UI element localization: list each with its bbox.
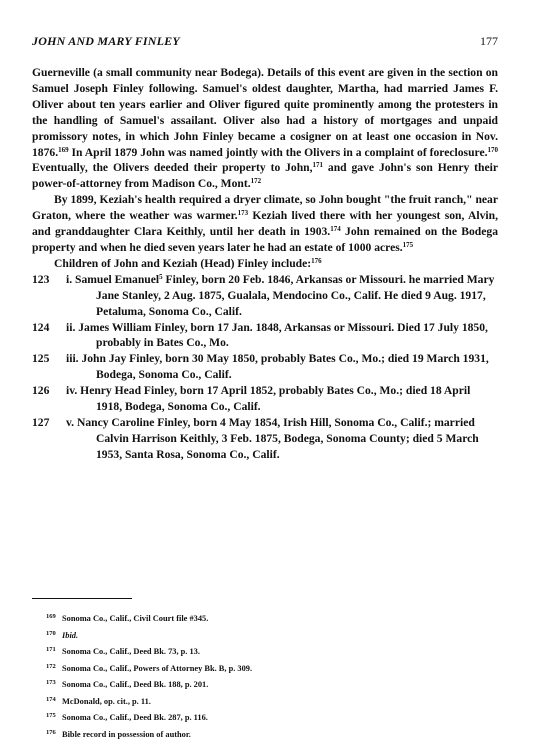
footnote: [46, 693, 486, 710]
child-entry: [32, 272, 498, 320]
entry-number: 123: [32, 272, 50, 286]
paragraph-2-text-c: John remained on the Bodega property and when he died seven years later he had an estate of 1000 acres.: [32, 225, 498, 254]
footnote-text: Ibid.: [62, 630, 79, 640]
footnote-mark: 170: [46, 629, 56, 637]
footnote-mark: 173: [46, 679, 56, 686]
entry-text-b: Finley, born 20 Feb. 1846, Arkansas or Missouri. he married Mary Jane Stanley, 2 Aug. 1875, Gualala, Mendocino Co., Calif. He died 9 Aug. 1917, Petaluma, Sonoma Co., Calif.: [96, 272, 495, 318]
footnote-ref: 174: [330, 225, 341, 234]
child-entry: [32, 383, 498, 415]
page-number: 177: [480, 34, 498, 48]
footnote-ref: 172: [250, 177, 262, 186]
children-intro-text: Children of John and Keziah (Head) Finley include:: [54, 256, 312, 270]
footnote-mark: 171: [46, 646, 56, 653]
entry-text: iv. Henry Head Finley, born 17 April 1852, probably Bates Co., Mo.; died 18 April 1918, Bodega, Sonoma Co., Calif.: [66, 384, 471, 414]
entry-number: 126: [32, 384, 50, 398]
footnote-ref: 176: [311, 256, 322, 265]
footnote: [46, 726, 486, 743]
entry-number: 125: [32, 352, 50, 366]
entry-text: [66, 272, 498, 320]
footnote-ref: 171: [312, 161, 324, 170]
footnote-text: Sonoma Co., Calif., Civil Court file #345.: [62, 614, 209, 623]
footnote-text: Sonoma Co., Calif., Deed Bk. 73, p. 13.: [62, 647, 200, 656]
footnotes: [46, 610, 486, 742]
superscript-mark: 5: [159, 272, 163, 281]
footnote-ref: 175: [402, 240, 414, 249]
footnote: [46, 676, 486, 693]
entry-text-a: i. Samuel Emanuel: [66, 272, 160, 286]
footnote: [46, 627, 486, 644]
running-title: JOHN AND MARY FINLEY: [32, 34, 180, 48]
page-header: [32, 34, 498, 50]
footnote: [46, 709, 486, 726]
footnote-mark: 175: [46, 712, 56, 719]
footnote-mark: 176: [46, 728, 56, 736]
paragraph-1: [32, 65, 498, 192]
main-text: [32, 65, 498, 463]
footnote: [46, 643, 486, 660]
footnote-mark: 174: [46, 695, 56, 703]
footnote-mark: 172: [46, 662, 56, 670]
paragraph-1-text-a: Guerneville (a small community near Bodega). Details of this event are given in the section on Samuel Joseph Finley following. Samuel's oldest daughter, Martha, had married James F. Oliver about ten years earlier and Oliver figured quite prominently among the protesters in the handling of Samuel's assailant. Oliver also had a history of mortgages and unpaid promissory notes, in which John Finley became a cosigner on at least one occasion in Nov. 1876.: [32, 66, 498, 159]
footnote: [46, 610, 486, 627]
paragraph-2-text-b: Keziah lived there with her youngest son, Alvin, and granddaughter Clara Keithly, until her death in 1903.: [32, 209, 498, 239]
footnote: [46, 660, 486, 677]
footnote-text: Bible record in possession of author.: [62, 729, 191, 739]
paragraph-2-text-a: By 1899, Keziah's health required a dryer climate, so John bought "the fruit ranch," near Graton, where the weather was warmer.: [32, 193, 498, 223]
entry-number: 127: [32, 415, 50, 429]
footnote-text: Sonoma Co., Calif., Powers of Attorney Bk. B, p. 309.: [62, 663, 253, 673]
footnote-mark: 169: [46, 613, 56, 620]
footnote-ref: 170: [487, 145, 498, 154]
footnote-text: Sonoma Co., Calif., Deed Bk. 287, p. 116.: [62, 713, 208, 722]
paragraph-1-text-c: Eventually, the Olivers deeded their property to John,: [32, 161, 313, 175]
footnote-text: Sonoma Co., Calif., Deed Bk. 188, p. 201.: [62, 680, 209, 689]
entry-text: ii. James William Finley, born 17 Jan. 1848, Arkansas or Missouri. Died 17 July 1850, probably in Bates Co., Mo.: [66, 320, 488, 350]
child-entry: [32, 415, 498, 463]
children-intro: [32, 256, 498, 272]
child-entry: [32, 320, 498, 352]
child-entry: [32, 351, 498, 383]
paragraph-2: [32, 192, 498, 256]
paragraph-1-text-d: and gave John's son Henry their power-of-attorney from Madison Co., Mont.: [32, 161, 498, 191]
footnote-divider: [32, 598, 132, 599]
entry-number: 124: [32, 320, 50, 334]
footnote-ref: 169: [58, 145, 69, 154]
footnote-ref: 173: [237, 209, 249, 218]
footnote-text: McDonald, op. cit., p. 11.: [62, 696, 151, 706]
entry-text: iii. John Jay Finley, born 30 May 1850, probably Bates Co., Mo.; died 19 March 1931, Bodega, Sonoma Co., Calif.: [66, 352, 489, 382]
paragraph-1-text-b: In April 1879 John was named jointly with the Olivers in a complaint of foreclosure.: [68, 145, 488, 159]
entry-text: v. Nancy Caroline Finley, born 4 May 1854, Irish Hill, Sonoma Co., Calif.; married Calvin Harrison Keithly, 3 Feb. 1875, Bodega, Sonoma County; died 5 March 1953, Santa Rosa, Sonoma Co., Calif.: [66, 415, 479, 461]
